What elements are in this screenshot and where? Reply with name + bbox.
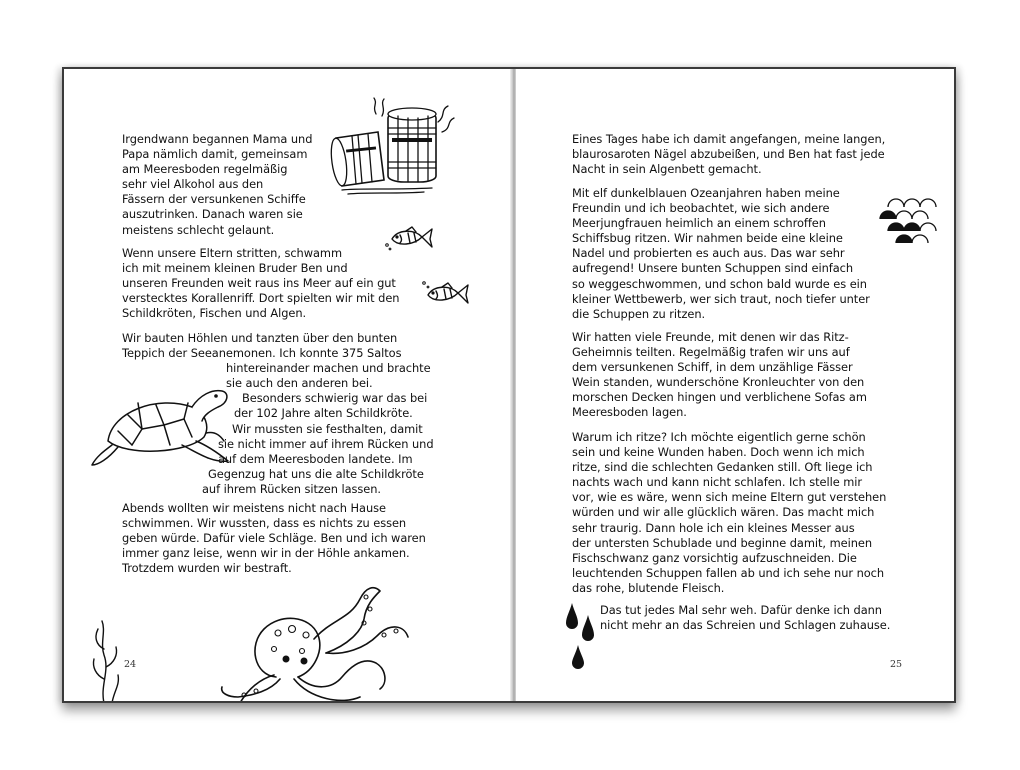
text-line: meistens schlecht gelaunt. — [122, 222, 275, 237]
text-line: Meerjungfrauen heimlich an einem schroffen — [572, 216, 826, 231]
text-line: Gegenzug hat uns die alte Schildkröte — [208, 466, 424, 481]
text-line: am Meeresboden regelmäßig — [122, 162, 288, 177]
text-line: geben würde. Dafür viele Schläge. Ben und ich waren — [122, 531, 426, 546]
text-line: dem versunkenen Schiff, in dem unzählige Fässer — [572, 360, 853, 375]
scales-illustration — [878, 193, 940, 251]
text-line: sie nicht immer auf ihrem Rücken und — [218, 436, 434, 451]
text-line: Abends wollten wir meistens nicht nach Hause — [122, 501, 386, 515]
left-paragraph-4 — [122, 501, 426, 576]
seaweed-illustration — [84, 619, 124, 701]
text-line: morschen Decken hingen und verblichene Sofas am — [572, 390, 867, 405]
left-paragraph-1 — [122, 132, 312, 238]
text-line: ritze, sind die schlechten Gedanken still. Oft liege ich — [572, 460, 873, 475]
text-line: unseren Freunden weit raus ins Meer auf ein gut — [122, 276, 396, 291]
text-line: auszutrinken. Danach waren sie — [122, 207, 303, 222]
text-line: nicht mehr an das Schreien und Schlagen zuhause. — [600, 618, 891, 633]
text-line: nachts wach und kann nicht schlafen. Ich stelle mir — [572, 475, 863, 490]
octopus-illustration — [214, 579, 424, 701]
text-line: sehr traurig. Dann hole ich ein kleines Messer aus — [572, 520, 855, 535]
text-line: Warum ich ritze? Ich möchte eigentlich gerne schön — [572, 430, 866, 444]
text-line: Teppich der Seeanemonen. Ich konnte 375 Saltos — [122, 346, 402, 361]
right-page — [516, 69, 954, 701]
blood-drops-icon — [564, 599, 598, 671]
text-line: Wir bauten Höhlen und tanzten über den bunten — [122, 331, 398, 345]
text-line: leuchtenden Schuppen fallen ab und ich sehe nur noch — [572, 565, 885, 580]
right-paragraph-1 — [572, 132, 885, 177]
left-paragraph-3 — [122, 331, 434, 497]
text-line: Trotzdem wurden wir bestraft. — [122, 561, 292, 576]
right-paragraph-5 — [600, 603, 890, 633]
page-number-right: 25 — [890, 659, 903, 670]
left-paragraph-2 — [122, 246, 399, 321]
text-line: sehr viel Alkohol aus den — [122, 177, 264, 192]
text-line: Besonders schwierig war das bei — [242, 391, 428, 406]
text-line: das rohe, blutende Fleisch. — [572, 580, 725, 595]
text-line: Mit elf dunkelblauen Ozeanjahren haben meine — [572, 186, 840, 200]
text-line: Fässern der versunkenen Schiffe — [122, 192, 306, 207]
text-line: immer ganz leise, wenn wir in der Höhle ankamen. — [122, 546, 410, 561]
text-line: vor, wie es wäre, wenn sich meine Eltern gut verstehen — [572, 490, 887, 505]
right-paragraph-3 — [572, 330, 867, 421]
text-line: Wein standen, wunderschöne Kronleuchter von den — [572, 375, 865, 390]
text-line: Eines Tages habe ich damit angefangen, meine langen, — [572, 132, 886, 146]
text-line: verstecktes Korallenriff. Dort spielten wir mit den — [122, 291, 400, 306]
text-line: Nacht in sein Algenbett gemacht. — [572, 162, 762, 177]
text-line: der 102 Jahre alten Schildkröte. — [234, 406, 413, 421]
text-line: Geheimnis teilten. Regelmäßig trafen wir uns auf — [572, 345, 850, 360]
text-line: auf ihrem Rücken sitzen lassen. — [202, 481, 381, 496]
text-line: Papa nämlich damit, gemeinsam — [122, 147, 308, 162]
text-line: Schildkröten, Fischen und Algen. — [122, 306, 307, 321]
text-line: Freundin und ich beobachtet, wie sich andere — [572, 201, 830, 216]
text-line: Irgendwann begannen Mama und — [122, 132, 313, 146]
left-page — [64, 69, 512, 701]
text-line: so weggeschwommen, und schon bald wurde es ein — [572, 276, 867, 291]
text-line: Schiffsbug ritzen. Wir nahmen beide eine kleine — [572, 231, 843, 246]
text-line: Meeresboden lagen. — [572, 405, 687, 420]
text-line: auf dem Meeresboden landete. Im — [218, 451, 413, 466]
right-paragraph-4 — [572, 430, 886, 596]
text-line: aufregend! Unsere bunten Schuppen sind einfach — [572, 261, 854, 276]
text-line: sie auch den anderen bei. — [226, 376, 373, 391]
text-line: Wenn unsere Eltern stritten, schwamm — [122, 246, 343, 260]
text-line: kleiner Wettbewerb, wer sich traut, noch tiefer unter — [572, 291, 870, 306]
text-line: Das tut jedes Mal sehr weh. Dafür denke ich dann — [600, 603, 882, 617]
open-book — [62, 67, 956, 703]
text-line: die Schuppen zu ritzen. — [572, 306, 706, 321]
right-paragraph-2 — [572, 186, 870, 322]
page-number-left: 24 — [124, 659, 137, 670]
fish-icon — [420, 279, 472, 309]
text-line: Fischschwanz ganz vorsichtig aufzuschneiden. Die — [572, 550, 857, 565]
text-line: hintereinander machen und brachte — [226, 361, 431, 376]
text-line: schwimmen. Wir wussten, dass es nichts zu essen — [122, 516, 407, 531]
text-line: sein und keine Wunden haben. Doch wenn ich mich — [572, 445, 865, 460]
text-line: ich mit meinem kleinen Bruder Ben und — [122, 261, 348, 276]
text-line: blaurosaroten Nägel abzubeißen, und Ben hat fast jede — [572, 147, 885, 162]
barrels-illustration — [328, 102, 458, 198]
text-line: würden und wir alle glücklich wären. Das macht mich — [572, 505, 875, 520]
text-line: Wir hatten viele Freunde, mit denen wir das Ritz- — [572, 330, 849, 344]
text-line: Wir mussten sie festhalten, damit — [232, 421, 423, 436]
text-line: Nadel und probierten es auch aus. Das war sehr — [572, 246, 845, 261]
text-line: der untersten Schublade und beginne damit, meinen — [572, 535, 872, 550]
